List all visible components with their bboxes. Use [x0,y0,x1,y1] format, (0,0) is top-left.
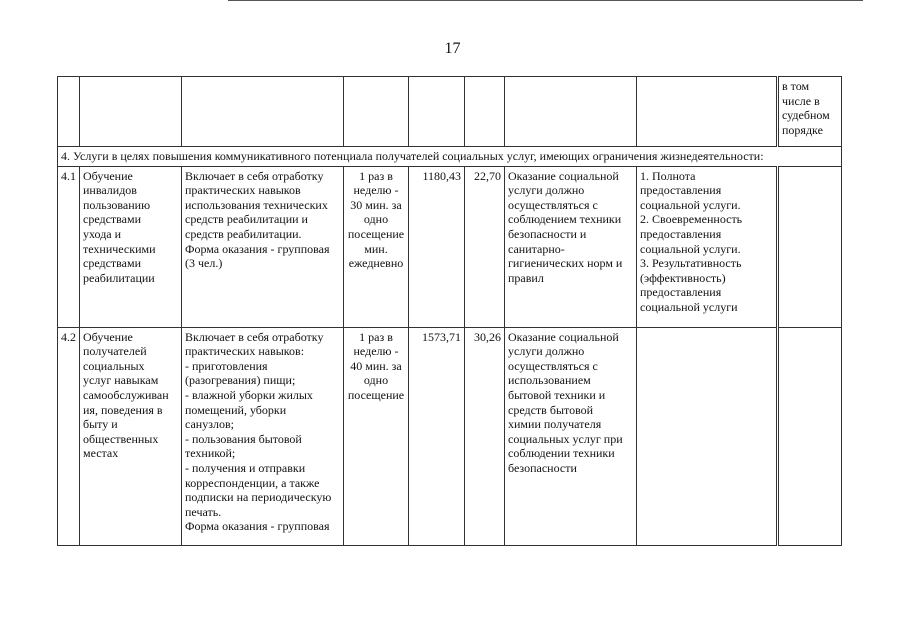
cell-line: - пользования бытовой [185,431,302,446]
cell-line: Включает в себя отработку [185,329,324,344]
cell-line: практических навыков: [185,344,305,359]
cell-line: соблюдении техники [508,446,615,461]
cell-line: Оказание социальной [508,329,619,344]
service-name [80,327,182,545]
cell-line: - влажной уборки жилых [185,387,313,402]
cell-line: 30 мин. за [350,197,402,212]
cell-line: практических навыков [185,183,301,198]
cell-line: социальной услуги. [640,197,741,212]
header-cell-appeal [778,77,842,147]
cell-line: техникой; [185,446,236,461]
cell-line: бытовой техники и [508,387,606,402]
cell-line: социальных услуг при [508,431,623,446]
service-appeal [778,166,842,327]
cell-line: Форма оказания - групповая [185,241,330,256]
cell-line: - приготовления [185,358,268,373]
section-row [58,147,842,167]
cell-line: ухода и [83,226,122,241]
cell-line: неделю - [353,183,399,198]
page-number: 17 [444,40,461,57]
cell-line: быту и [83,417,118,432]
cell-line: санитарно- [508,241,565,256]
cell-line: порядке [782,122,823,137]
cell-line: осуществляться с [508,358,598,373]
header-continuation-row [58,77,842,147]
cell-line: одно [363,212,389,227]
service-name [80,166,182,327]
header-cell-norm [465,77,505,147]
cell-line: неделю - [353,344,399,359]
cell-line: использования технических [185,197,328,212]
cell-line: получателей [83,344,147,359]
header-cell-frequency [344,77,409,147]
cell-line: ия, поведения в [83,402,163,417]
cell-line: инвалидов [83,183,137,198]
cell-line: посещение [347,226,405,241]
cell-line: реабилитации [83,270,155,285]
row-number: 4.1 [58,166,80,327]
cell-line: услуги должно [508,183,585,198]
cell-line: социальных [83,358,145,373]
services-table [57,76,842,546]
service-conditions [505,166,637,327]
cell-line: безопасности и [508,226,587,241]
cell-line: (эффективность) [640,270,726,285]
cell-line: в том [782,79,810,93]
cell-line: числе в [782,93,820,108]
service-description [182,166,344,327]
service-price: 1573,71 [409,327,465,545]
cell-line: судебном [782,108,830,123]
cell-line: осуществляться с [508,197,598,212]
cell-line: социальной услуги [640,299,738,314]
cell-line: 2. Своевременность [640,212,743,227]
header-cell-description [182,77,344,147]
cell-line: посещение [347,387,405,402]
cell-line: техническими [83,241,156,256]
cell-line: предоставления [640,285,722,300]
service-indicators [637,166,778,327]
cell-line: средствами [83,256,142,271]
cell-line: (3 чел.) [185,256,223,271]
cell-line: средствами [83,212,142,227]
cell-line: социальной услуги. [640,241,741,256]
table-row [58,166,842,327]
cell-line: Форма оказания - групповая [185,519,330,534]
cell-line: общественных [83,431,159,446]
cell-line: - получения и отправки [185,460,306,475]
top-rule [228,0,863,1]
cell-line: Оказание социальной [508,168,619,183]
cell-line: одно [363,373,389,388]
cell-line: предоставления [640,183,722,198]
cell-line: 3. Результативность [640,256,742,271]
service-appeal [778,327,842,545]
cell-line: использованием [508,373,591,388]
cell-line: Включает в себя отработку [185,168,324,183]
cell-line: 40 мин. за [350,358,402,373]
cell-line: помещений, уборки [185,402,287,417]
cell-line: безопасности [508,460,577,475]
section-title: 4. Услуги в целях повышения коммуникативного потенциала получателей социальных услуг, имеющих ограничения жизнедеятельности: [58,147,842,167]
header-cell-conditions [505,77,637,147]
header-cell-indicators [637,77,778,147]
cell-line: Обучение [83,168,133,183]
cell-line: Обучение [83,329,133,344]
cell-line: соблюдением техники [508,212,622,227]
cell-line: самообслуживан [83,387,169,402]
cell-line: правил [508,270,544,285]
cell-line: 1 раз в [359,329,393,344]
cell-line: подписки на периодическую [185,490,332,505]
cell-line: печать. [185,504,222,519]
row-number: 4.2 [58,327,80,545]
service-price: 1180,43 [409,166,465,327]
cell-line: гигиенических норм и [508,256,623,271]
service-conditions [505,327,637,545]
cell-line: предоставления [640,226,722,241]
cell-line: мин. [364,241,388,256]
service-norm: 30,26 [465,327,505,545]
service-frequency [344,166,409,327]
service-indicators [637,327,778,545]
cell-line: 1. Полнота [640,168,696,183]
header-cell-price [409,77,465,147]
cell-line: средств бытовой [508,402,594,417]
service-norm: 22,70 [465,166,505,327]
cell-line: услуги должно [508,344,585,359]
service-description [182,327,344,545]
cell-line: ежедневно [348,256,404,271]
cell-line: санузлов; [185,417,234,432]
cell-line: услуг навыкам [83,373,159,388]
cell-line: пользованию [83,197,151,212]
cell-line: средств реабилитации. [185,226,302,241]
cell-line: 1 раз в [359,168,393,183]
cell-line: химии получателя [508,417,602,432]
header-cell-name [80,77,182,147]
service-frequency [344,327,409,545]
header-cell-num [58,77,80,147]
cell-line: (разогревания) пищи; [185,373,296,388]
cell-line: корреспонденции, а также [185,475,320,490]
table-row [58,327,842,545]
cell-line: средств реабилитации и [185,212,308,227]
cell-line: местах [83,446,119,461]
